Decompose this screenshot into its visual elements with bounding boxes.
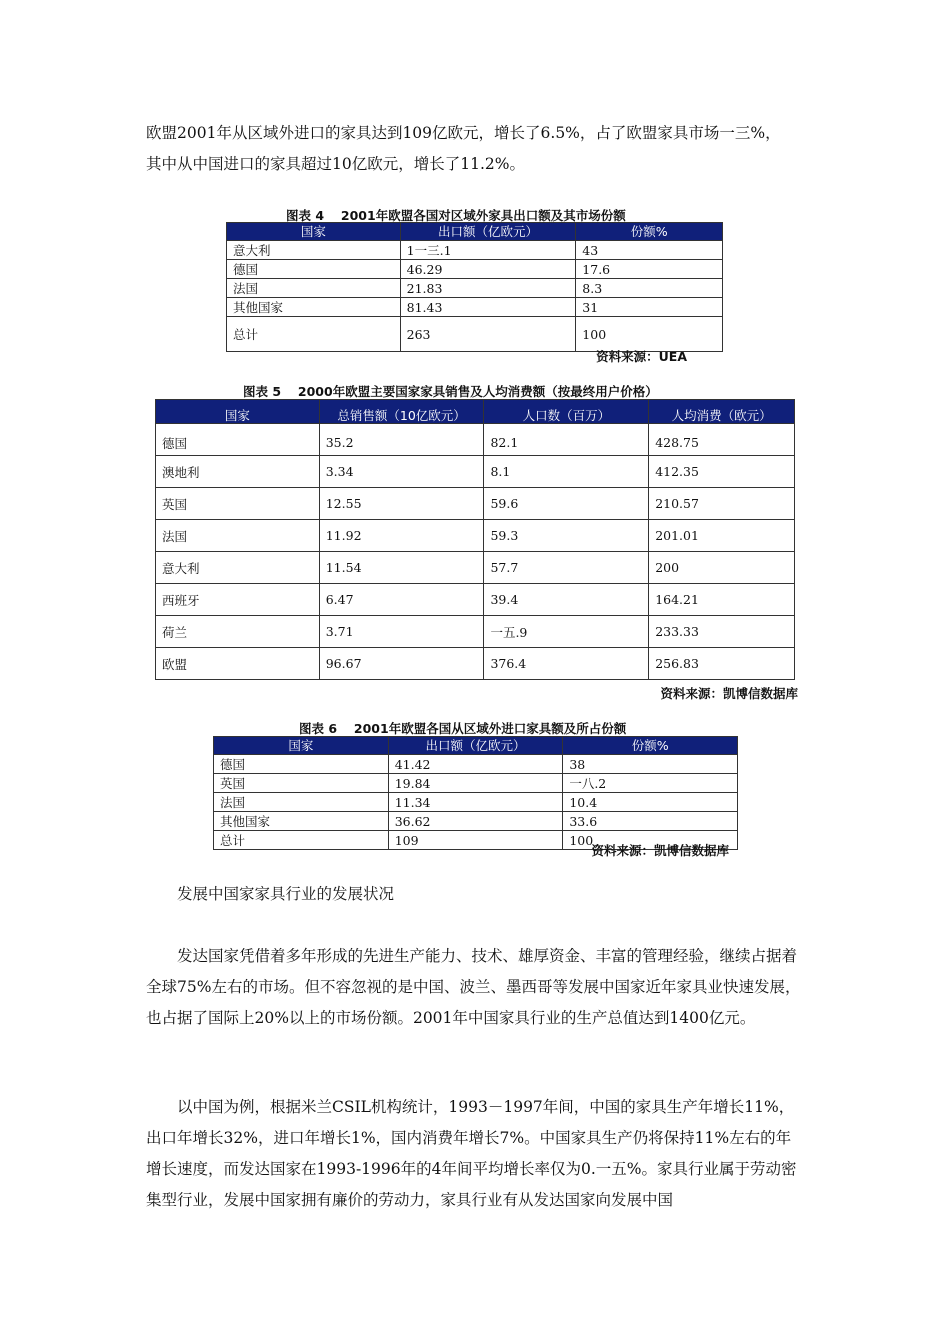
table6 [213, 736, 738, 850]
table-row [156, 424, 795, 456]
table-cell: 376.4 [484, 648, 649, 680]
table-row [214, 793, 738, 812]
table-cell: 233.33 [649, 616, 795, 648]
table-row [156, 584, 795, 616]
table-cell: 英国 [214, 774, 389, 793]
table-row [227, 260, 723, 279]
table-cell: 41.42 [388, 755, 563, 774]
table5 [155, 399, 795, 680]
table-cell: 256.83 [649, 648, 795, 680]
table-cell: 欧盟 [156, 648, 320, 680]
table-cell: 11.92 [319, 520, 484, 552]
table-row [214, 774, 738, 793]
table-cell: 43 [576, 241, 723, 260]
table4-header-cell: 出口额（亿欧元） [400, 223, 576, 241]
table-cell: 一五.9 [484, 616, 649, 648]
table-cell: 428.75 [649, 424, 795, 456]
table-row [156, 648, 795, 680]
table5-header-row [156, 400, 795, 424]
table-cell: 德国 [227, 260, 401, 279]
table-cell: 46.29 [400, 260, 576, 279]
table-cell: 6.47 [319, 584, 484, 616]
table6-header-cell: 国家 [214, 737, 389, 755]
table-cell: 38 [563, 755, 738, 774]
table6-header-cell: 份额% [563, 737, 738, 755]
table-cell: 意大利 [156, 552, 320, 584]
table5-header-cell: 国家 [156, 400, 320, 424]
table-cell: 1一三.1 [400, 241, 576, 260]
table6-source: 资料来源：凯博信数据库 [591, 843, 729, 858]
table-cell: 西班牙 [156, 584, 320, 616]
table6-header-row [214, 737, 738, 755]
intro-line-1: 欧盟2001年从区域外进口的家具达到109亿欧元，增长了6.5%，占了欧盟家具市场一三%， [146, 124, 781, 142]
table-cell: 200 [649, 552, 795, 584]
table-cell: 81.43 [400, 298, 576, 317]
table-cell: 8.1 [484, 456, 649, 488]
table-cell: 412.35 [649, 456, 795, 488]
table-cell: 德国 [214, 755, 389, 774]
table-cell: 3.71 [319, 616, 484, 648]
table-cell: 法国 [227, 279, 401, 298]
table-cell: 210.57 [649, 488, 795, 520]
table4 [226, 222, 723, 352]
intro-line-2: 其中从中国进口的家具超过10亿欧元，增长了11.2%。 [146, 155, 525, 173]
table-cell: 201.01 [649, 520, 795, 552]
table-row [156, 616, 795, 648]
table-cell: 21.83 [400, 279, 576, 298]
table-cell: 3.34 [319, 456, 484, 488]
table-cell: 8.3 [576, 279, 723, 298]
section-heading: 发展中国家家具行业的发展状况 [177, 885, 395, 903]
table5-header-cell: 人均消费（欧元） [649, 400, 795, 424]
table4-header-row [227, 223, 723, 241]
table-cell: 其他国家 [227, 298, 401, 317]
table-cell: 100 [576, 317, 723, 352]
table-cell: 其他国家 [214, 812, 389, 831]
table4-caption: 图表 4 2001年欧盟各国对区域外家具出口额及其市场份额 [286, 208, 626, 223]
table-cell: 36.62 [388, 812, 563, 831]
table6-caption: 图表 6 2001年欧盟各国从区域外进口家具额及所占份额 [299, 721, 627, 736]
table6-header-cell: 出口额（亿欧元） [388, 737, 563, 755]
table-cell: 荷兰 [156, 616, 320, 648]
table5-caption: 图表 5 2000年欧盟主要国家家具销售及人均消费额（按最终用户价格） [243, 384, 658, 399]
table-row [227, 279, 723, 298]
table-row [156, 520, 795, 552]
table-cell: 39.4 [484, 584, 649, 616]
table-cell: 澳地利 [156, 456, 320, 488]
table-cell: 意大利 [227, 241, 401, 260]
table-cell: 11.54 [319, 552, 484, 584]
table-cell: 109 [388, 831, 563, 850]
table-cell: 96.67 [319, 648, 484, 680]
table-cell: 德国 [156, 424, 320, 456]
table-row [214, 755, 738, 774]
table5-source: 资料来源：凯博信数据库 [660, 686, 798, 701]
table-cell: 100 [563, 831, 738, 850]
table-row [156, 552, 795, 584]
table-cell: 总计 [227, 317, 401, 352]
table-cell: 59.6 [484, 488, 649, 520]
table-cell: 一八.2 [563, 774, 738, 793]
table-cell: 35.2 [319, 424, 484, 456]
table-row [214, 812, 738, 831]
table4-header-cell: 国家 [227, 223, 401, 241]
table-cell: 82.1 [484, 424, 649, 456]
table-cell: 12.55 [319, 488, 484, 520]
table-cell: 57.7 [484, 552, 649, 584]
table-cell: 17.6 [576, 260, 723, 279]
table-cell: 法国 [156, 520, 320, 552]
table-cell: 31 [576, 298, 723, 317]
table-cell: 10.4 [563, 793, 738, 812]
table5-header-cell: 总销售额（10亿欧元） [319, 400, 484, 424]
table-row [156, 456, 795, 488]
intro-paragraph [146, 118, 806, 180]
table4-header-cell: 份额% [576, 223, 723, 241]
table-cell: 法国 [214, 793, 389, 812]
table-cell: 263 [400, 317, 576, 352]
table-cell: 英国 [156, 488, 320, 520]
table-cell: 总计 [214, 831, 389, 850]
table-cell: 33.6 [563, 812, 738, 831]
table4-source: 资料来源：UEA [596, 349, 687, 364]
table-cell: 164.21 [649, 584, 795, 616]
table-row [227, 241, 723, 260]
table-cell: 59.3 [484, 520, 649, 552]
paragraph-1: 发达国家凭借着多年形成的先进生产能力、技术、雄厚资金、丰富的管理经验，继续占据着全球75%左右的市场。但不容忽视的是中国、波兰、墨西哥等发展中国家近年家具业快速发展，也占据了国际上20%以上的市场份额。2001年中国家具行业的生产总值达到1400亿元。 [146, 947, 801, 1027]
table-row [156, 488, 795, 520]
paragraph-2: 以中国为例，根据米兰CSIL机构统计，1993－1997年间，中国的家具生产年增长11%，出口年增长32%，进口年增长1%，国内消费年增长7%。中国家具生产仍将保持11%左右的年增长速度，而发达国家在1993-1996年的4年间平均增长率仅为0.一五%。家具行业属于劳动密集型行业，发展中国家拥有廉价的劳动力，家具行业有从发达国家向发展中国 [146, 1098, 797, 1209]
table5-header-cell: 人口数（百万） [484, 400, 649, 424]
table-cell: 19.84 [388, 774, 563, 793]
table-cell: 11.34 [388, 793, 563, 812]
table-row [227, 298, 723, 317]
